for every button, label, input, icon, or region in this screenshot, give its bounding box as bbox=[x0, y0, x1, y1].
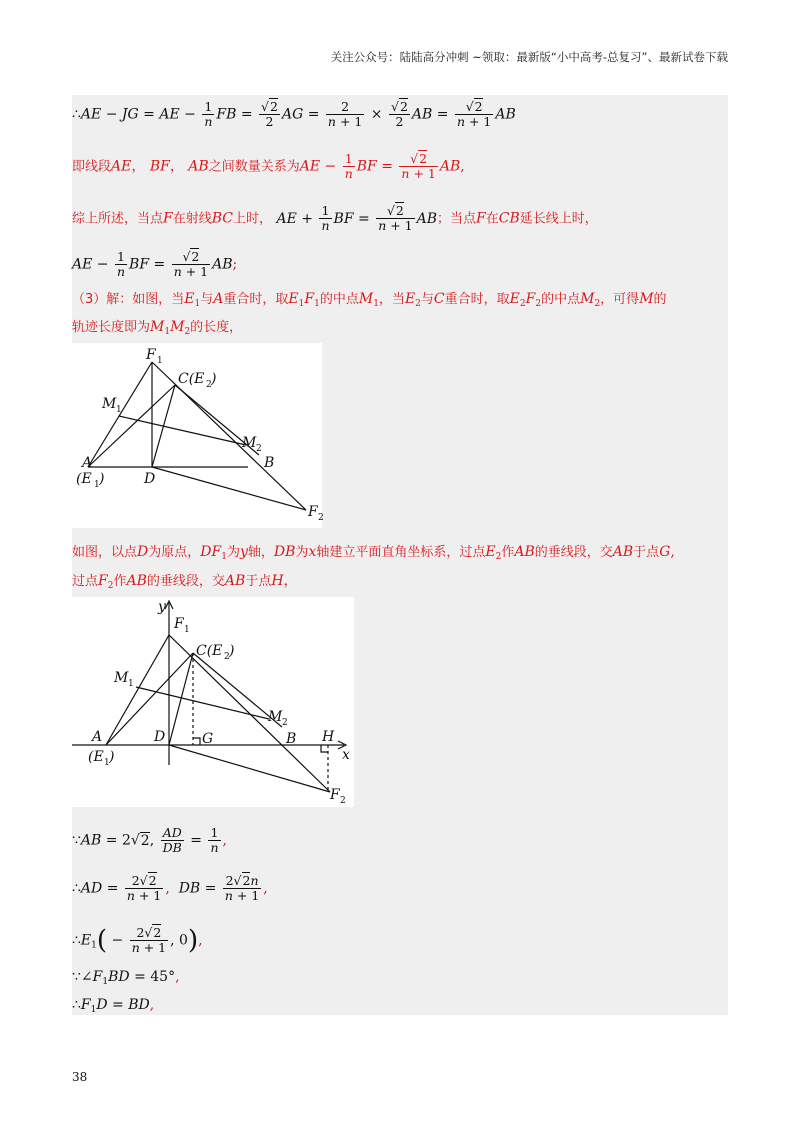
svg-text:): ) bbox=[109, 749, 115, 765]
label-B: B bbox=[264, 455, 275, 471]
part3-intro: （3）解：如图，当$E_1$与A重合时，取$E_1F_1$的中点$M_1$，当$E_2$与C重合时，取$E_2F_2$的中点$M_2$，可得M的 bbox=[72, 291, 667, 309]
svg-text:1: 1 bbox=[157, 356, 163, 366]
svg-text:2: 2 bbox=[224, 652, 230, 662]
equation-line-1: ∴AE − JG = AE − $\frac{1}{n}$ FB = $\frac{√2}{2}$ AG = $\frac{2}{n + 1}$ × $\frac{√2}{2}$ AB = $\frac{√2}{n + 1}$ AB bbox=[72, 99, 516, 129]
svg-text:2: 2 bbox=[282, 718, 288, 728]
svg-text:2: 2 bbox=[340, 796, 346, 806]
e1-coordinate: $\therefore E_1$( − $\frac{2√2}{n + 1}$ , 0), bbox=[72, 925, 203, 956]
ad-db-values: ∴AD = $\frac{2√2}{n + 1}$ , DB = $\frac{2√2n}{n + 1}$ , bbox=[72, 873, 268, 903]
coordinate-setup-2: 过点$F_2$作AB的垂线段，交AB于点H， bbox=[72, 573, 298, 591]
label-x: x bbox=[342, 747, 350, 763]
page-header: 关注公众号：陆陆高分冲刺 ~领取：最新版“小中高考-总复习”、最新试卷下载 bbox=[330, 50, 728, 64]
geometry-diagram-2 bbox=[72, 597, 354, 807]
label-F1: F bbox=[174, 616, 184, 632]
page-number: 38 bbox=[72, 1070, 88, 1084]
label-F2: F bbox=[308, 504, 318, 520]
figure-1 bbox=[72, 343, 322, 528]
svg-text:): ) bbox=[229, 643, 235, 659]
label-A: A bbox=[92, 729, 103, 745]
angle-statement: $\because\angle F_1BD = 45^\circ$, bbox=[72, 969, 180, 987]
label-F1: F bbox=[146, 347, 156, 363]
label-M2: M bbox=[242, 435, 257, 451]
label-y: y bbox=[158, 599, 166, 615]
label-A: A bbox=[82, 455, 93, 471]
svg-text:): ) bbox=[99, 471, 105, 487]
svg-text:1: 1 bbox=[104, 758, 110, 768]
label-E1: (E bbox=[76, 471, 92, 487]
label-M1: M bbox=[114, 670, 129, 686]
summary-line-2: AE − $\frac{1}{n}$ BF = $\frac{√2}{n + 1}$ AB; bbox=[72, 249, 238, 279]
summary-line: 综上所述，当点F在射线BC上时， AE + $\frac{1}{n}$ BF = $\frac{√2}{n + 1}$ AB；当点F在CB延长线上时， bbox=[72, 203, 598, 233]
f1d-equals-bd: $\therefore F_1D$ = BD, bbox=[72, 997, 155, 1015]
svg-text:1: 1 bbox=[184, 625, 190, 635]
svg-text:1: 1 bbox=[116, 405, 122, 415]
label-M1: M bbox=[102, 396, 117, 412]
svg-text:): ) bbox=[211, 371, 217, 387]
conclusion-line-1: 即线段AE， BF， AB之间数量关系为AE − $\frac{1}{n}$ BF = $\frac{√2}{n + 1}$ AB, bbox=[72, 151, 465, 181]
label-F2: F bbox=[330, 787, 340, 803]
label-C-E2: C(E bbox=[196, 643, 223, 659]
svg-text:2: 2 bbox=[206, 380, 212, 390]
label-E1: (E bbox=[88, 749, 104, 765]
svg-text:2: 2 bbox=[256, 444, 262, 454]
svg-text:1: 1 bbox=[94, 480, 100, 490]
label-B: B bbox=[286, 731, 297, 747]
label-D: D bbox=[154, 729, 166, 745]
given-ratio: ∵AB = 2√2, $\frac{AD}{DB}$ = $\frac{1}{n}$ , bbox=[72, 825, 227, 855]
label-H: H bbox=[322, 729, 335, 745]
geometry-diagram-1 bbox=[72, 343, 322, 528]
label-C-E2: C(E bbox=[178, 371, 205, 387]
coordinate-setup: 如图，以点D为原点，$DF_1$为y轴，DB为x轴建立平面直角坐标系，过点$E_2$作AB的垂线段，交AB于点G, bbox=[72, 544, 675, 562]
figure-2 bbox=[72, 597, 354, 807]
svg-text:2: 2 bbox=[318, 513, 324, 523]
part3-intro-2: 轨迹长度即为$M_1M_2$的长度， bbox=[72, 319, 243, 337]
svg-text:1: 1 bbox=[128, 679, 134, 689]
label-D: D bbox=[144, 471, 156, 487]
label-M2: M bbox=[268, 709, 283, 725]
label-G: G bbox=[202, 731, 214, 747]
